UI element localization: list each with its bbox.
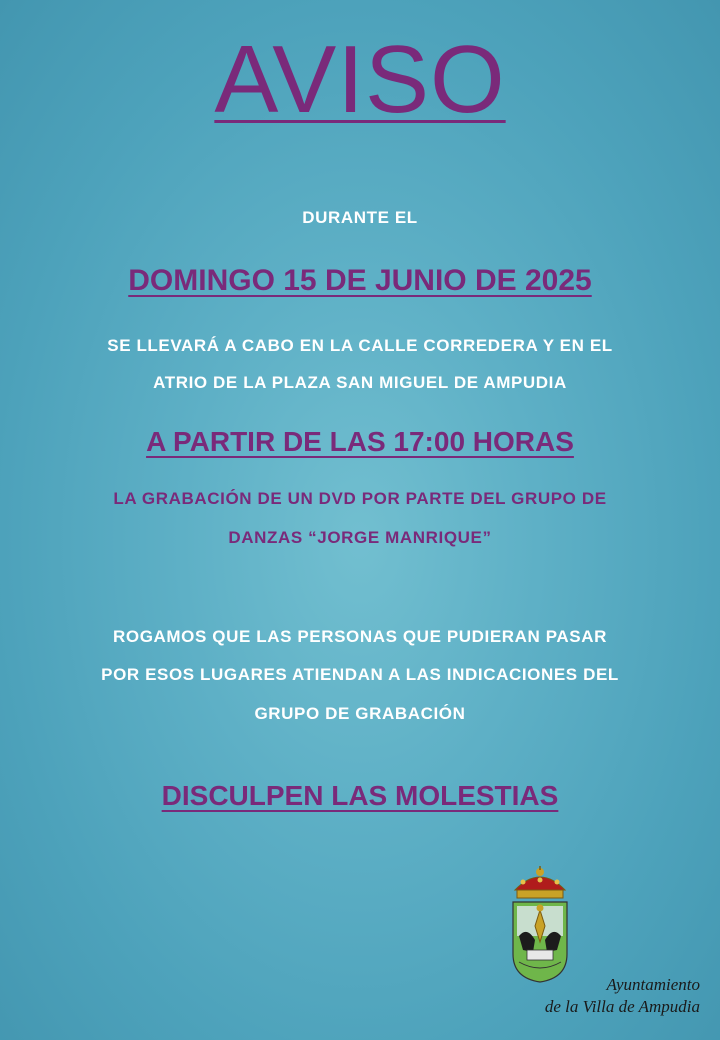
event-line-2: DANZAS “JORGE MANRIQUE” [228, 528, 492, 547]
notice-title: AVISO [214, 26, 506, 133]
footer-line-1: Ayuntamiento [606, 975, 700, 994]
event-date: DOMINGO 15 DE JUNIO DE 2025 [128, 264, 592, 297]
location-line-1: SE LLEVARÁ A CABO EN LA CALLE CORREDERA Y EN EL [107, 336, 613, 355]
coat-of-arms-icon [505, 866, 575, 986]
footer-line-2: de la Villa de Ampudia [544, 997, 700, 1016]
closing-message: DISCULPEN LAS MOLESTIAS [161, 780, 559, 811]
request-line-2: POR ESOS LUGARES ATIENDAN A LAS INDICACIONES DEL [101, 665, 619, 684]
event-line-1: LA GRABACIÓN DE UN DVD POR PARTE DEL GRUPO DE [113, 489, 607, 508]
request-line-3: GRUPO DE GRABACIÓN [254, 704, 466, 723]
request-line-1: ROGAMOS QUE LAS PERSONAS QUE PUDIERAN PASAR [113, 627, 607, 646]
event-time: A PARTIR DE LAS 17:00 HORAS [146, 426, 574, 457]
location-line-2: ATRIO DE LA PLAZA SAN MIGUEL DE AMPUDIA [153, 373, 567, 392]
intro-text: DURANTE EL [302, 208, 418, 227]
